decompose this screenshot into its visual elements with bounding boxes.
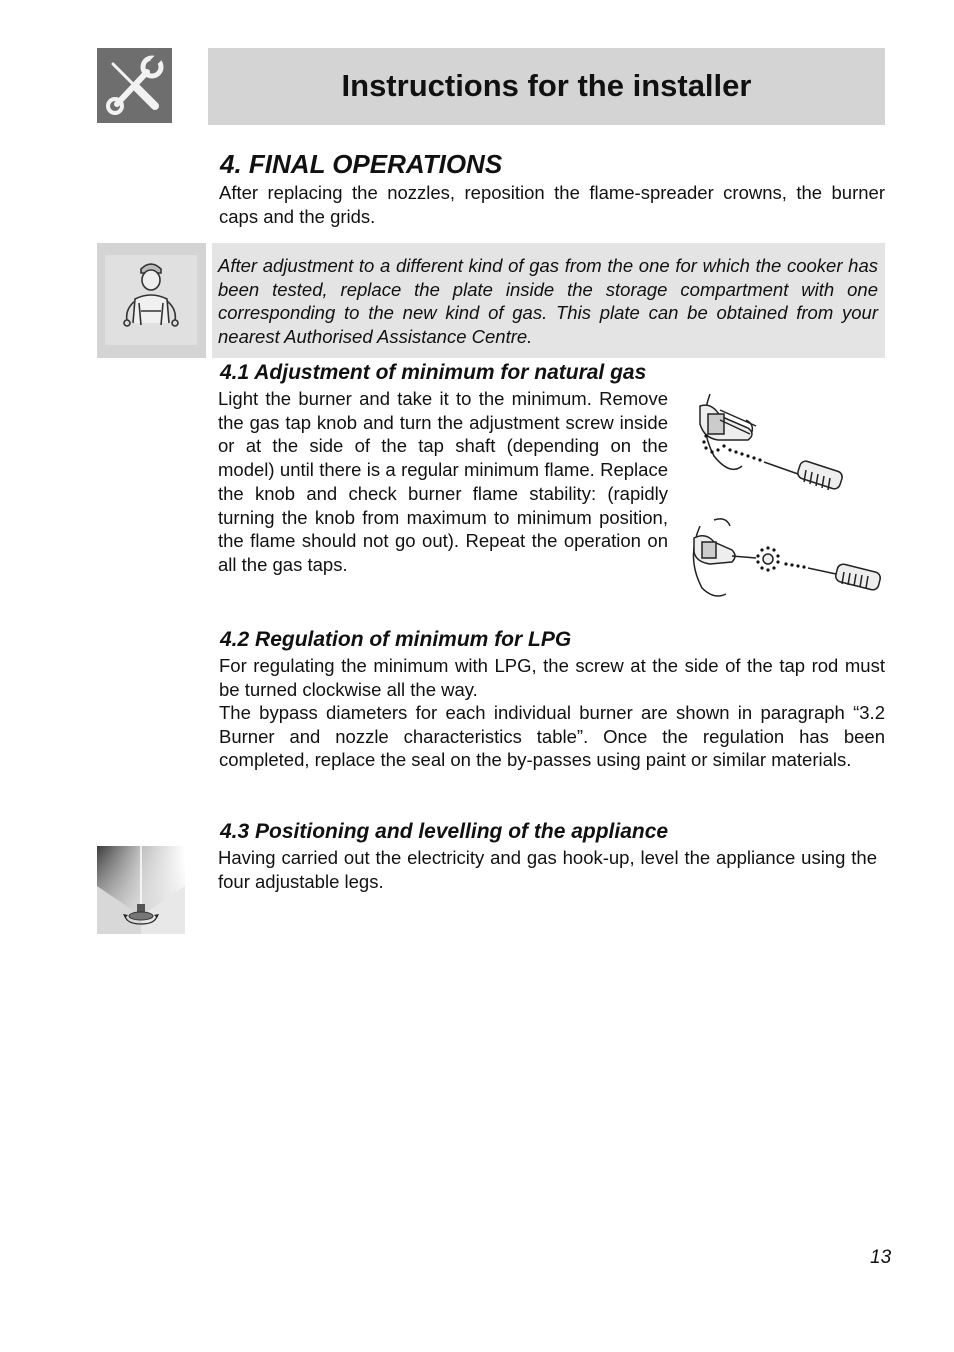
subsection-body-4-1: Light the burner and take it to the minimum. Remove the gas tap knob and turn the adjustment screw inside or at the side of the tap shaft (depending on the model) until there is a regular minimum flame. Replace the knob and check burner flame stability: (rapidly turning the knob from maximum to minimum position, the flame should not go out). Repeat the operation on all the gas taps. — [218, 388, 668, 575]
subsection-heading-4-2: 4.2 Regulation of minimum for LPG — [220, 628, 572, 651]
page-number: 13 — [870, 1247, 892, 1268]
installer-icon — [97, 243, 206, 358]
section-intro: After replacing the nozzles, reposition the flame-spreader crowns, the burner caps and the grids. — [219, 182, 885, 227]
subsection-body-4-2-a: For regulating the minimum with LPG, the screw at the side of the tap rod must be turned clockwise all the way. — [219, 655, 885, 700]
header-bar — [208, 48, 885, 125]
levelling-foot-icon — [97, 846, 185, 934]
section-heading: 4. FINAL OPERATIONS — [220, 149, 503, 179]
subsection-heading-4-3: 4.3 Positioning and levelling of the appliance — [220, 820, 669, 843]
gas-tap-side-screw-icon — [686, 512, 886, 604]
page-title: Instructions for the installer — [341, 68, 752, 103]
note-text: After adjustment to a different kind of gas from the one for which the cooker has been tested, replace the plate inside the storage compartment with one corresponding to the new kind of gas. This plate can be obtained from your nearest Authorised Assistance Centre. — [218, 255, 878, 347]
subsection-body-4-2-b: The bypass diameters for each individual burner are shown in paragraph “3.2 Burner and nozzle characteristics table”. Once the regulation has been completed, replace the seal on the by-passes using paint or similar materials. — [219, 702, 885, 771]
gas-tap-adjustment-icon — [690, 386, 850, 498]
subsection-heading-4-1: 4.1 Adjustment of minimum for natural gas — [220, 361, 647, 384]
subsection-body-4-3: Having carried out the electricity and gas hook-up, level the appliance using the four adjustable legs. — [218, 847, 877, 892]
tools-icon — [97, 48, 172, 123]
